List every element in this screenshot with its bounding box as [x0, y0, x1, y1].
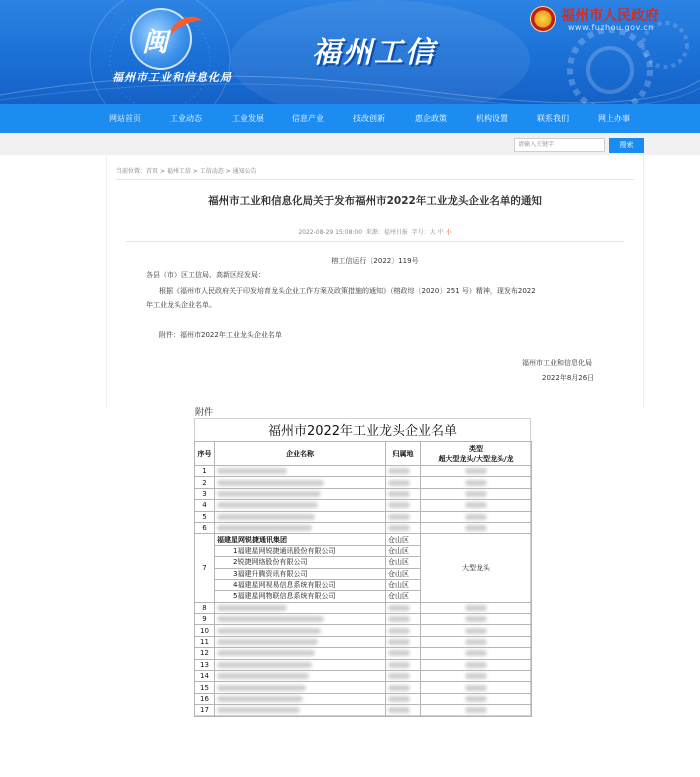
- nav-item-contact[interactable]: 联系我们: [537, 114, 569, 123]
- redacted-company-name: [215, 522, 386, 533]
- redacted-type: [421, 705, 532, 716]
- redacted-type: [421, 625, 532, 636]
- table-row: [195, 682, 532, 693]
- redacted-district: [386, 488, 421, 499]
- breadcrumb-home[interactable]: 首页: [146, 168, 159, 175]
- article-title: 福州市工业和信息化局关于发布福州市2022年工业龙头企业名单的通知: [208, 195, 542, 207]
- breadcrumb-separator: >: [158, 168, 167, 175]
- meta-divider: [126, 241, 624, 242]
- group-type: 大型龙头: [421, 534, 532, 602]
- article-source: 福州日报: [383, 229, 408, 236]
- enterprise-table: [194, 441, 532, 717]
- table-row: [195, 671, 532, 682]
- nav-item-organization[interactable]: 机构设置: [476, 114, 508, 123]
- redacted-district: [386, 705, 421, 716]
- row-number: 12: [195, 648, 215, 659]
- redacted-type: [421, 693, 532, 704]
- member-name: 3福建升腾资讯有限公司: [215, 568, 386, 579]
- search-button[interactable]: 搜索: [609, 138, 644, 153]
- row-number: 10: [195, 625, 215, 636]
- redacted-type: [421, 500, 532, 511]
- body-paragraph-line1: 根据《福州市人民政府关于印发培育龙头企业工作方案及政策措施的通知》（榕政综〔2020〕251 号）精神，现发布2022: [159, 287, 536, 295]
- logo-mark: 闽: [142, 28, 169, 58]
- row-number: 16: [195, 693, 215, 704]
- redacted-company-name: [215, 671, 386, 682]
- breadcrumb-notices[interactable]: 通知公告: [232, 168, 257, 175]
- table-body-bottom: [195, 602, 532, 716]
- redacted-company-name: [215, 682, 386, 693]
- row-number: 4: [195, 500, 215, 511]
- redacted-type: [421, 682, 532, 693]
- redacted-type: [421, 614, 532, 625]
- source-label: 来源：: [365, 229, 384, 236]
- header-type-title: 类型: [469, 444, 483, 453]
- redacted-company-name: [215, 466, 386, 477]
- sign-date: 2022年8月26日: [542, 374, 595, 382]
- redacted-company-name: [215, 602, 386, 613]
- row-number: 7: [195, 534, 215, 602]
- banner-title: 福州工信: [312, 35, 437, 69]
- member-district: 仓山区: [386, 557, 421, 568]
- nav-item-policies[interactable]: 惠企政策: [415, 114, 447, 123]
- gov-site-url: www.fuzhou.gov.cn: [568, 23, 654, 32]
- row-number: 5: [195, 511, 215, 522]
- header-type: [421, 442, 532, 466]
- table-row: [195, 693, 532, 704]
- table-row: [195, 625, 532, 636]
- member-name: 1福建星网锐捷通讯股份有限公司: [215, 545, 386, 556]
- redacted-type: [421, 466, 532, 477]
- redacted-company-name: [215, 511, 386, 522]
- row-number: 2: [195, 477, 215, 488]
- nav-item-online-service[interactable]: 网上办事: [598, 114, 630, 123]
- redacted-company-name: [215, 659, 386, 670]
- breadcrumb-prefix: 当前位置：: [116, 168, 147, 175]
- redacted-company-name: [215, 500, 386, 511]
- redacted-district: [386, 477, 421, 488]
- redacted-company-name: [215, 477, 386, 488]
- group-district: 仓山区: [386, 534, 421, 545]
- table-row: [195, 488, 532, 499]
- redacted-type: [421, 522, 532, 533]
- member-district: 仓山区: [386, 545, 421, 556]
- header-district: 归属地: [386, 442, 421, 466]
- body-paragraph-line2: 年工业龙头企业名单。: [146, 301, 216, 309]
- member-name: 2锐捷网络股份有限公司: [215, 557, 386, 568]
- header-type-sub: 超大型龙头/大型龙头/龙: [438, 454, 514, 463]
- table-row: [195, 636, 532, 647]
- bureau-logo[interactable]: [130, 8, 192, 70]
- redacted-company-name: [215, 614, 386, 625]
- redacted-district: [386, 522, 421, 533]
- table-header-row: [195, 442, 532, 466]
- redacted-district: [386, 659, 421, 670]
- document-number: 榕工信运行〔2022〕119号: [331, 257, 419, 265]
- table-row: [195, 511, 532, 522]
- redacted-type: [421, 636, 532, 647]
- redacted-company-name: [215, 693, 386, 704]
- redacted-district: [386, 625, 421, 636]
- redacted-district: [386, 648, 421, 659]
- member-name: 4福建星网视易信息系统有限公司: [215, 579, 386, 590]
- redacted-district: [386, 693, 421, 704]
- breadcrumb-separator: >: [223, 168, 233, 175]
- table-row: [195, 522, 532, 533]
- nav-item-industry-news[interactable]: 工业动态: [170, 114, 202, 123]
- redacted-district: [386, 602, 421, 613]
- redacted-company-name: [215, 648, 386, 659]
- table-row: [195, 477, 532, 488]
- nav-item-industry-development[interactable]: 工业发展: [232, 114, 264, 123]
- redacted-company-name: [215, 636, 386, 647]
- header-name: 企业名称: [215, 442, 386, 466]
- member-district: 仓山区: [386, 568, 421, 579]
- redacted-type: [421, 511, 532, 522]
- table-row: [195, 500, 532, 511]
- redacted-district: [386, 671, 421, 682]
- nav-item-info-industry[interactable]: 信息产业: [292, 114, 324, 123]
- table-row: [195, 602, 532, 613]
- redacted-type: [421, 659, 532, 670]
- member-district: 仓山区: [386, 591, 421, 602]
- redacted-district: [386, 682, 421, 693]
- redacted-type: [421, 488, 532, 499]
- table-row: [195, 534, 532, 545]
- site-banner: [0, 0, 700, 104]
- row-number: 3: [195, 488, 215, 499]
- header-no: 序号: [195, 442, 215, 466]
- nav-item-home[interactable]: 网站首页: [109, 114, 141, 123]
- redacted-type: [421, 602, 532, 613]
- table-row: [195, 648, 532, 659]
- breadcrumb-separator: >: [190, 168, 200, 175]
- font-size-medium[interactable]: 中: [437, 229, 444, 236]
- font-size-small[interactable]: 小: [445, 229, 452, 236]
- redacted-type: [421, 648, 532, 659]
- attachment-label: 附件: [195, 408, 214, 418]
- salutation: 各县（市）区工信局、高新区经发局：: [146, 271, 265, 279]
- main-nav: [0, 104, 700, 133]
- breadcrumb-divider: [116, 179, 634, 180]
- redacted-district: [386, 614, 421, 625]
- redacted-company-name: [215, 488, 386, 499]
- member-name: 5福建星网物联信息系统有限公司: [215, 591, 386, 602]
- table-row: [195, 466, 532, 477]
- table-row: [195, 705, 532, 716]
- row-number: 14: [195, 671, 215, 682]
- row-number: 1: [195, 466, 215, 477]
- font-size-label: 字号：: [411, 229, 430, 236]
- row-number: 9: [195, 614, 215, 625]
- redacted-district: [386, 511, 421, 522]
- row-number: 15: [195, 682, 215, 693]
- attachment-title: 福州市2022年工业龙头企业名单: [267, 424, 458, 439]
- redacted-company-name: [215, 625, 386, 636]
- table-body-top: [195, 466, 532, 534]
- signature: 福州市工业和信息化局: [522, 359, 592, 367]
- breadcrumb: [116, 166, 257, 175]
- redacted-company-name: [215, 705, 386, 716]
- member-district: 仓山区: [386, 579, 421, 590]
- search-input[interactable]: 请输入关键字: [514, 138, 605, 152]
- attachment-note: 附件：福州市2022年工业龙头企业名单: [159, 331, 282, 339]
- breadcrumb-fuzhou-gongxin[interactable]: 福州工信: [166, 168, 191, 175]
- bureau-name: 福州市工业和信息化局: [112, 71, 232, 84]
- redacted-district: [386, 500, 421, 511]
- group-name: 福建星网锐捷通讯集团: [215, 534, 386, 545]
- redacted-district: [386, 636, 421, 647]
- table-row: [195, 614, 532, 625]
- redacted-type: [421, 671, 532, 682]
- article-meta: [106, 227, 644, 236]
- row-number: 8: [195, 602, 215, 613]
- breadcrumb-news[interactable]: 工信动态: [199, 168, 224, 175]
- row-number: 17: [195, 705, 215, 716]
- gov-site-link[interactable]: 福州市人民政府: [561, 8, 659, 24]
- row-number: 13: [195, 659, 215, 670]
- font-size-large[interactable]: 大: [429, 229, 436, 236]
- article-date: 2022-08-29 15:08:00: [298, 229, 363, 236]
- row-number: 11: [195, 636, 215, 647]
- redacted-district: [386, 466, 421, 477]
- national-emblem-icon[interactable]: [530, 6, 556, 32]
- nav-item-tech-innovation[interactable]: 技改创新: [353, 114, 385, 123]
- table-row: [195, 659, 532, 670]
- redacted-type: [421, 477, 532, 488]
- row-number: 6: [195, 522, 215, 533]
- table-body-group: [195, 534, 532, 602]
